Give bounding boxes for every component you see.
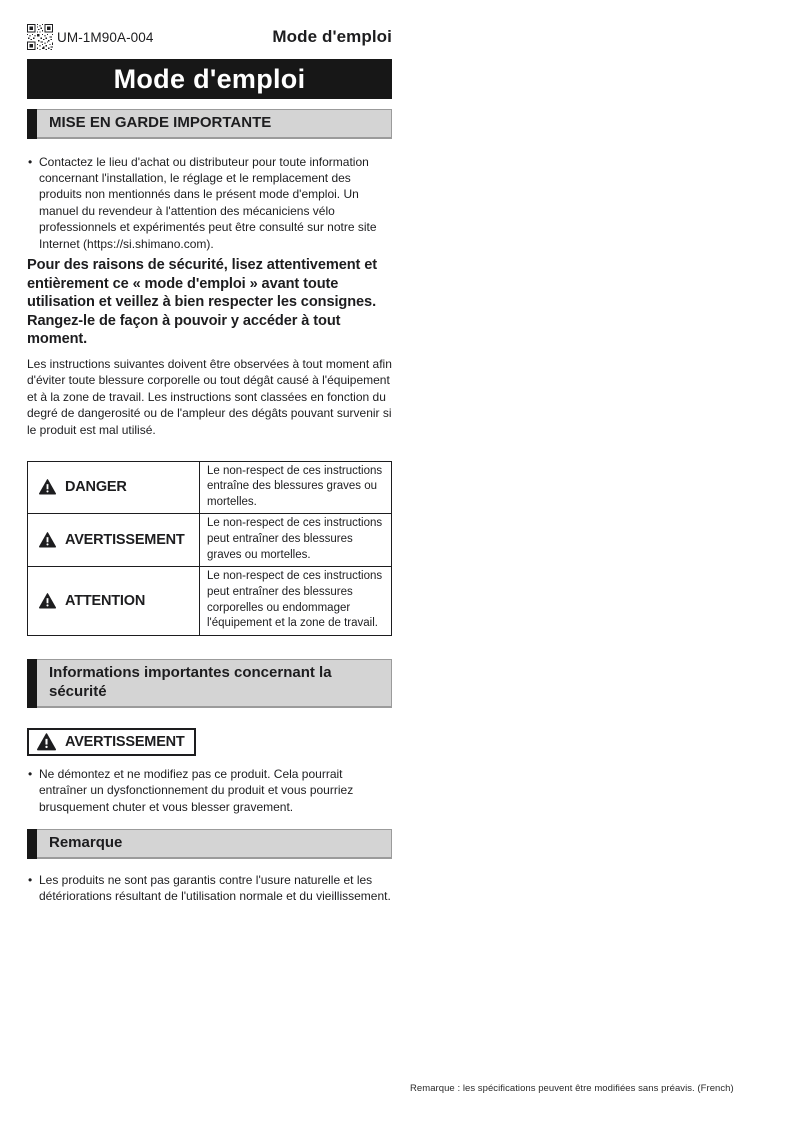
banner-title: Mode d'emploi xyxy=(113,63,306,94)
section-accent-bar xyxy=(27,659,37,708)
hazard-label: DANGER xyxy=(65,479,127,496)
list-item: • Contactez le lieu d'achat ou distributeur pour toute information concernant l'installation, le réglage et le remplacement des produits non mentionnés dans le présent mode d'emploi. Un manuel du revendeur à l'attention des mécaniciens vélo professionnels et expérimentés peut être consulté sur notre site Internet (https://si.shimano.com). xyxy=(27,154,392,253)
warning-callout-box xyxy=(27,728,196,756)
safety-lead-text: Les instructions suivantes doivent être observées à tout moment afin d'éviter toute blessure corporelle ou tout dégât causé à l'équipement et à la zone de travail. Les instructions sont classées en fonction du degré de dangerosité ou de l'ampleur des dégâts pouvant survenir si le produit est mal utilisé. xyxy=(27,356,392,437)
document-id xyxy=(27,24,153,50)
note-bullet-list xyxy=(27,872,392,905)
hazard-label-cell xyxy=(28,567,200,636)
section-accent-bar xyxy=(27,829,37,859)
table-row xyxy=(28,461,392,514)
warning-triangle-icon xyxy=(39,593,56,609)
warning-box-label: AVERTISSEMENT xyxy=(65,733,185,750)
warning-triangle-icon xyxy=(39,532,56,548)
hazard-label-cell xyxy=(28,461,200,514)
list-item: • Les produits ne sont pas garantis contre l'usure naturelle et les détériorations résultant de l'utilisation normale et du vieillissement. xyxy=(27,872,392,905)
section-header-caution xyxy=(27,109,392,139)
section-header-note xyxy=(27,829,392,859)
hazard-description-cell: Le non-respect de ces instructions peut entraîner des blessures graves ou mortelles. xyxy=(200,514,392,567)
list-item: • Ne démontez et ne modifiez pas ce produit. Cela pourrait entraîner un dysfonctionnement du produit et vous pourriez brusquement chuter et vous blesser gravement. xyxy=(27,766,392,815)
table-row xyxy=(28,514,392,567)
warning-triangle-icon xyxy=(37,733,56,751)
hazard-description-cell: Le non-respect de ces instructions entraîne des blessures graves ou mortelles. xyxy=(200,461,392,514)
table-row xyxy=(28,567,392,636)
document-code: UM-1M90A-004 xyxy=(57,29,154,45)
caution-bullet-list xyxy=(27,154,392,253)
section-title: MISE EN GARDE IMPORTANTE xyxy=(37,109,392,139)
page-header-title: Mode d'emploi xyxy=(272,27,392,46)
footer-disclaimer: Remarque : les spécifications peuvent être modifiées sans préavis. (French) xyxy=(410,1083,734,1094)
section-title: Informations importantes concernant la sécurité xyxy=(37,659,392,708)
section-header-safety-info xyxy=(27,659,392,708)
hazard-description-cell: Le non-respect de ces instructions peut entraîner des blessures corporelles ou endommager l'équipement et la zone de travail. xyxy=(200,567,392,636)
qr-code-icon xyxy=(27,24,53,50)
hazard-label-cell xyxy=(28,514,200,567)
section-accent-bar xyxy=(27,109,37,139)
safety-lead-bold: Pour des raisons de sécurité, lisez attentivement et entièrement ce « mode d'emploi » avant toute utilisation et veillez à bien respecter les consignes. Rangez-le de façon à pouvoir y accéder à tout moment. xyxy=(27,257,378,348)
title-banner xyxy=(27,59,392,99)
section-title: Remarque xyxy=(37,829,392,859)
hazard-label: ATTENTION xyxy=(65,593,146,610)
page-header xyxy=(27,24,392,50)
content-column xyxy=(27,24,392,908)
hazard-level-table xyxy=(27,461,392,636)
warning-triangle-icon xyxy=(39,479,56,495)
safety-bullet-list xyxy=(27,766,392,815)
hazard-label: AVERTISSEMENT xyxy=(65,532,185,549)
